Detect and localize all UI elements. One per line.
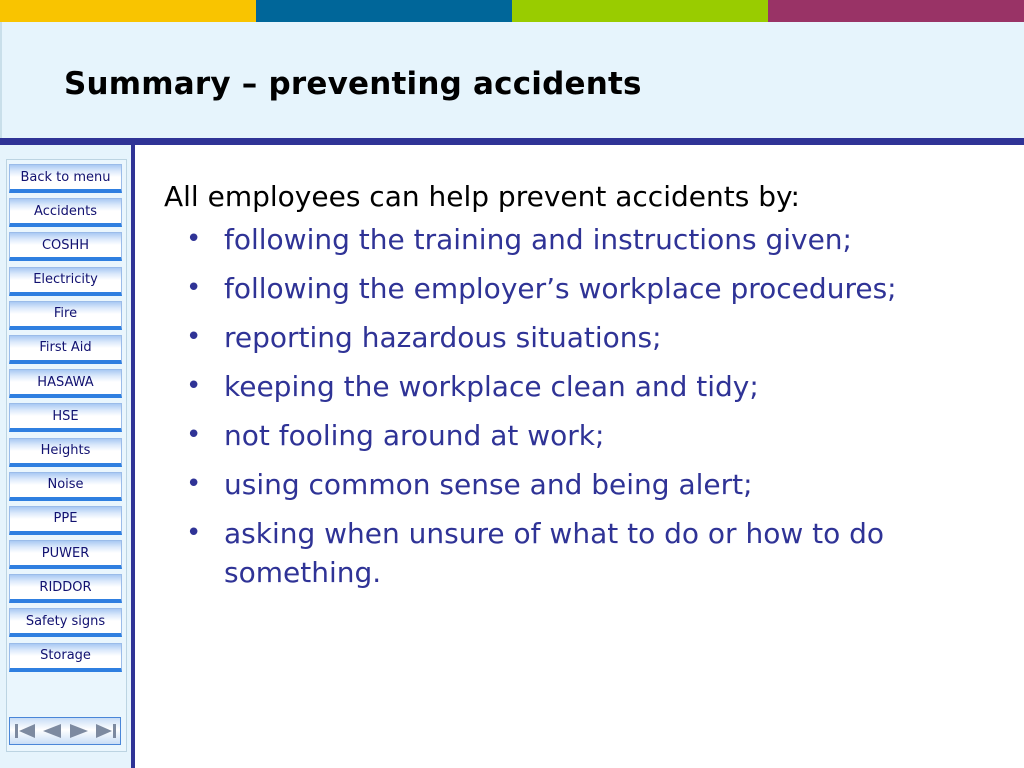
menu-item-hse[interactable]: HSE: [9, 403, 122, 432]
menu-item-first-aid[interactable]: First Aid: [9, 335, 122, 364]
slide-navigation: [9, 717, 121, 745]
previous-slide-icon: [41, 722, 63, 740]
bullet-text: keeping the workplace clean and tidy;: [224, 370, 759, 403]
menu-item-ppe[interactable]: PPE: [9, 506, 122, 535]
bullet-text: not fooling around at work;: [224, 419, 605, 452]
menu-item-puwer[interactable]: PUWER: [9, 540, 122, 569]
last-slide-icon: [95, 722, 117, 740]
bullet-item: [164, 220, 994, 259]
bullet-dot: •: [186, 420, 202, 450]
bullet-dot: •: [186, 322, 202, 352]
color-stripe-blue: [256, 0, 512, 22]
slide-header: [0, 22, 1024, 138]
bullet-list: [164, 220, 994, 592]
color-stripe-yellow: [0, 0, 256, 22]
menu-item-coshh[interactable]: COSHH: [9, 232, 122, 261]
next-slide-icon: [68, 722, 90, 740]
bullet-item: [164, 465, 994, 504]
back-to-menu-button[interactable]: Back to menu: [9, 164, 122, 193]
bullet-text: following the employer’s workplace procedures;: [224, 272, 897, 305]
bullet-item: [164, 367, 994, 406]
bullet-text: reporting hazardous situations;: [224, 321, 662, 354]
menu-item-accidents[interactable]: Accidents: [9, 198, 122, 227]
header-divider: [0, 138, 1024, 145]
menu-panel: [6, 159, 127, 752]
color-stripe: [0, 0, 1024, 22]
menu-item-electricity[interactable]: Electricity: [9, 267, 122, 296]
first-slide-icon: [14, 722, 36, 740]
menu-item-noise[interactable]: Noise: [9, 472, 122, 501]
next-slide-button[interactable]: [66, 720, 91, 742]
first-slide-button[interactable]: [12, 720, 37, 742]
bullet-item: [164, 416, 994, 455]
menu-item-hasawa[interactable]: HASAWA: [9, 369, 122, 398]
bullet-dot: •: [186, 224, 202, 254]
bullet-item: [164, 318, 994, 357]
bullet-text: following the training and instructions given;: [224, 223, 852, 256]
menu-item-heights[interactable]: Heights: [9, 438, 122, 467]
bullet-text: using common sense and being alert;: [224, 468, 753, 501]
menu-item-fire[interactable]: Fire: [9, 301, 122, 330]
bullet-text: asking when unsure of what to do or how to do something.: [224, 517, 885, 589]
color-stripe-green: [512, 0, 768, 22]
slide-body: [164, 178, 994, 602]
slide-title: Summary – preventing accidents: [64, 66, 642, 102]
topic-menu: [9, 164, 122, 677]
bullet-dot: •: [186, 469, 202, 499]
menu-item-storage[interactable]: Storage: [9, 643, 122, 672]
menu-item-safety-signs[interactable]: Safety signs: [9, 608, 122, 637]
bullet-item: [164, 514, 994, 592]
bullet-dot: •: [186, 371, 202, 401]
previous-slide-button[interactable]: [39, 720, 64, 742]
bullet-dot: •: [186, 518, 202, 548]
menu-item-riddor[interactable]: RIDDOR: [9, 574, 122, 603]
color-stripe-purple: [768, 0, 1024, 22]
sidebar: [0, 145, 135, 768]
intro-text: All employees can help prevent accidents by:: [164, 180, 800, 213]
bullet-dot: •: [186, 273, 202, 303]
last-slide-button[interactable]: [93, 720, 118, 742]
bullet-item: [164, 269, 994, 308]
